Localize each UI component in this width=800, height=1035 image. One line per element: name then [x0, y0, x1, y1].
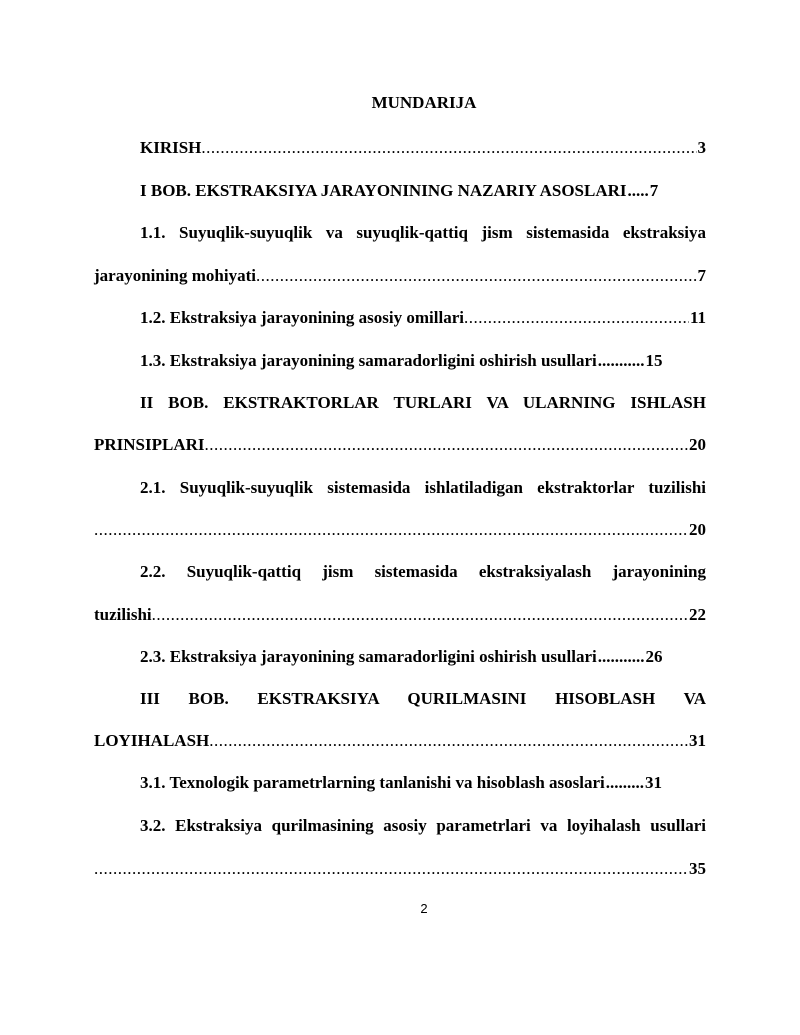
toc-leader-sep: ..... [627, 181, 649, 200]
toc-entry-chapter-2-line1: II BOB. EKSTRAKTORLAR TURLARI VA ULARNING ISHLASH [140, 393, 706, 412]
toc-entry-chapter-3-line2 [94, 729, 706, 753]
toc-leader-dots [152, 603, 688, 627]
toc-leader-dots [464, 306, 689, 330]
toc-entry-3-2-line2 [94, 857, 706, 881]
toc-entry-1-1-line2 [94, 264, 706, 288]
toc-entry-1-1-line1: 1.1. Suyuqlik-suyuqlik va suyuqlik-qattiq jism sistemasida ekstraksiya [140, 223, 706, 242]
toc-leader-dots [201, 136, 696, 160]
toc-page-number: 15 [645, 351, 663, 370]
toc-page-number: 26 [645, 647, 663, 666]
toc-entry-text: I BOB. EKSTRAKSIYA JARAYONINING NAZARIY ASOSLARI [140, 181, 627, 200]
toc-page-number: 3 [697, 138, 706, 157]
toc-entry-2-2-line1: 2.2. Suyuqlik-qattiq jism sistemasida ekstraksiyalash jarayonining [140, 562, 706, 581]
toc-entry-text: 3.1. Texnologik parametrlarning tanlanishi va hisoblash asoslari [140, 773, 605, 792]
toc-page-number: 31 [645, 773, 663, 792]
toc-entry-2-2-line2 [94, 603, 706, 627]
toc-entry-text: tuzilishi [94, 605, 152, 624]
toc-entry-2-1-line2 [94, 518, 706, 542]
toc-leader-dots [94, 518, 688, 542]
toc-entry-text: 2.3. Ekstraksiya jarayonining samaradorligini oshirish usullari [140, 647, 597, 666]
toc-entry-1-2 [140, 306, 706, 330]
toc-entry-chapter-3-line1: III BOB. EKSTRAKSIYA QURILMASINI HISOBLASH VA [140, 689, 706, 708]
toc-entry-2-3 [140, 645, 706, 669]
toc-page-number: 20 [689, 520, 706, 539]
toc-page-number: 7 [649, 181, 659, 200]
toc-entry-text: jarayonining mohiyati [94, 266, 256, 285]
toc-entry-text: KIRISH [140, 138, 202, 157]
toc-leader-sep: ......... [605, 773, 645, 792]
toc-entry-kirish [140, 136, 706, 160]
page-title: MUNDARIJA [371, 93, 477, 112]
toc-entry-2-1-line1: 2.1. Suyuqlik-suyuqlik sistemasida ishlatiladigan ekstraktorlar tuzilishi [140, 478, 706, 497]
toc-entry-3-1 [140, 771, 706, 795]
toc-entry-chapter-2-line2 [94, 433, 706, 457]
toc-page-number: 7 [697, 266, 706, 285]
toc-leader-dots [209, 729, 688, 753]
toc-entry-text: 1.2. Ekstraksiya jarayonining asosiy omillari [140, 308, 464, 327]
toc-page-number: 22 [689, 605, 706, 624]
toc-entry-text: LOYIHALASH [94, 731, 210, 750]
toc-page-number: 35 [689, 859, 706, 878]
toc-page-number: 11 [689, 308, 706, 327]
toc-leader-sep: ........... [597, 647, 645, 666]
toc-leader-sep: ........... [597, 351, 645, 370]
toc-leader-dots [205, 433, 688, 457]
toc-leader-dots [94, 857, 688, 881]
toc-entry-text: 1.3. Ekstraksiya jarayonining samaradorligini oshirish usullari [140, 351, 597, 370]
toc-page-number: 31 [689, 731, 706, 750]
page-number: 2 [420, 901, 428, 916]
toc-entry-3-2-line1: 3.2. Ekstraksiya qurilmasining asosiy parametrlari va loyihalash usullari [140, 816, 706, 835]
toc-page-number: 20 [689, 435, 706, 454]
toc-entry-chapter-1 [140, 179, 706, 203]
toc-entry-1-3 [140, 349, 706, 373]
toc-entry-text: PRINSIPLARI [94, 435, 205, 454]
toc-leader-dots [256, 264, 697, 288]
